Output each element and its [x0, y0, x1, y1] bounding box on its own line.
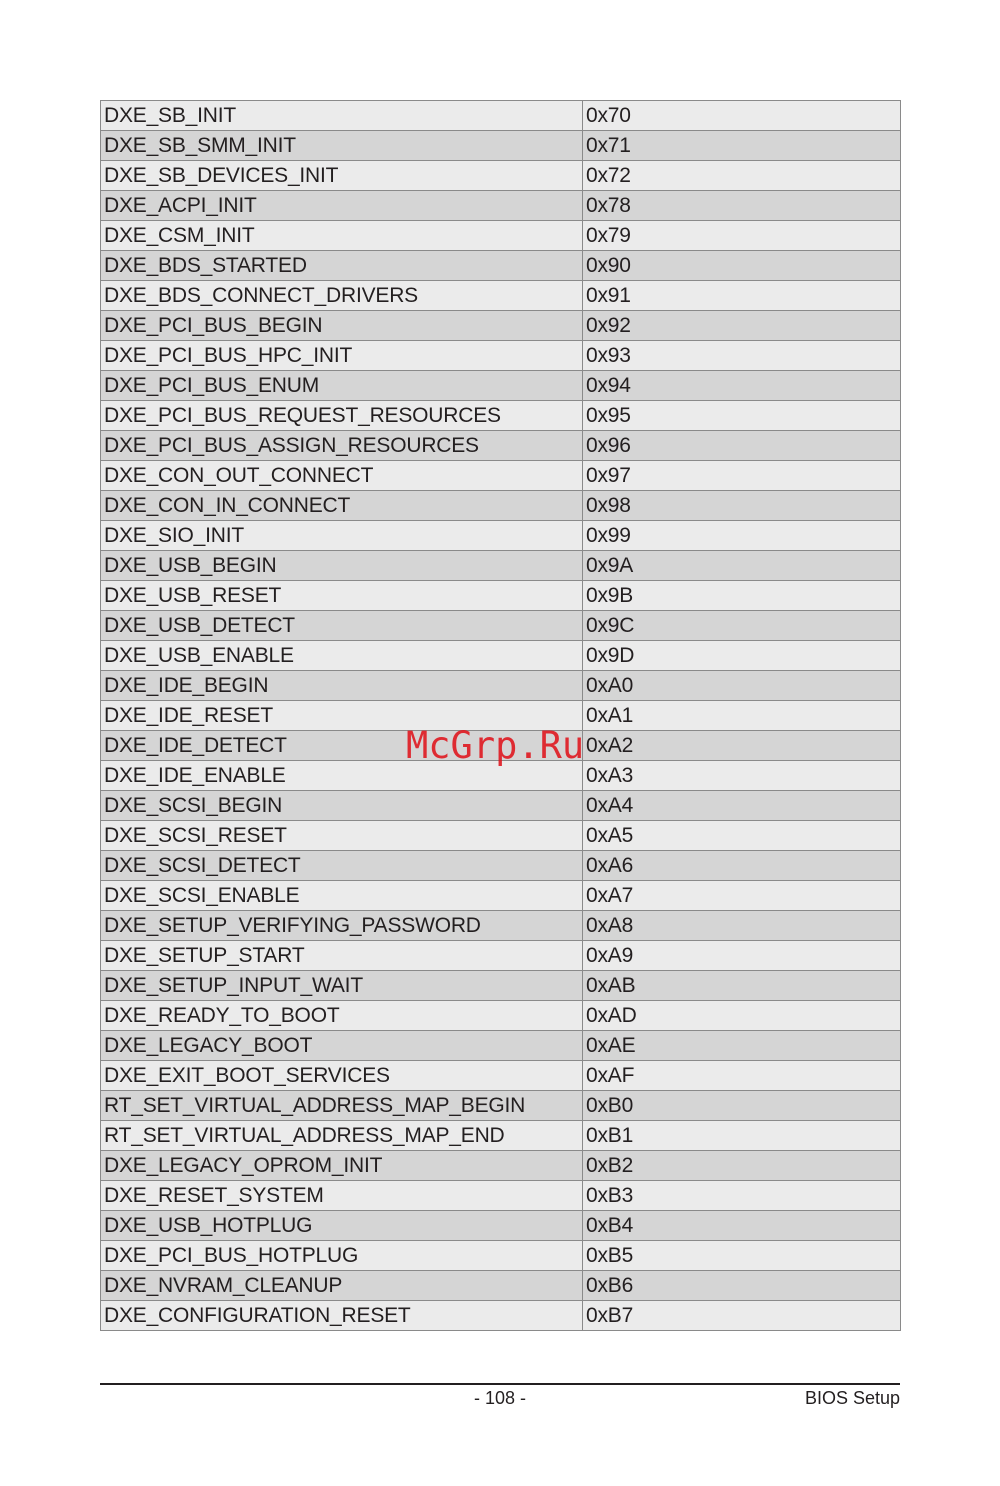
post-code-cell: 0xA4 — [583, 791, 901, 821]
post-code-cell: 0x71 — [583, 131, 901, 161]
checkpoint-name-cell: DXE_CONFIGURATION_RESET — [101, 1301, 583, 1331]
post-code-cell: 0xB2 — [583, 1151, 901, 1181]
post-code-cell: 0xA1 — [583, 701, 901, 731]
table-row — [101, 1271, 901, 1301]
post-code-cell: 0xA0 — [583, 671, 901, 701]
post-code-cell: 0xB5 — [583, 1241, 901, 1271]
post-code-table — [100, 100, 901, 1331]
checkpoint-name-cell: DXE_USB_ENABLE — [101, 641, 583, 671]
post-code-cell: 0xB0 — [583, 1091, 901, 1121]
post-code-cell: 0x9C — [583, 611, 901, 641]
checkpoint-name-cell: DXE_SCSI_ENABLE — [101, 881, 583, 911]
checkpoint-name-cell: DXE_IDE_ENABLE — [101, 761, 583, 791]
post-code-cell: 0xAE — [583, 1031, 901, 1061]
watermark: McGrp.Ru — [406, 724, 585, 767]
table-row — [101, 1241, 901, 1271]
post-code-cell: 0x9D — [583, 641, 901, 671]
footer-rule — [100, 1383, 900, 1385]
table-row — [101, 251, 901, 281]
checkpoint-name-cell: DXE_IDE_DETECT — [101, 731, 583, 761]
section-title: BIOS Setup — [804, 1388, 900, 1408]
checkpoint-name-cell: DXE_PCI_BUS_ASSIGN_RESOURCES — [101, 431, 583, 461]
checkpoint-name-cell: DXE_SETUP_START — [101, 941, 583, 971]
post-code-cell: 0x93 — [583, 341, 901, 371]
checkpoint-name-cell: DXE_SETUP_INPUT_WAIT — [101, 971, 583, 1001]
post-code-cell: 0xB7 — [583, 1301, 901, 1331]
checkpoint-name-cell: DXE_USB_BEGIN — [101, 551, 583, 581]
post-code-cell: 0xB4 — [583, 1211, 901, 1241]
table-row — [101, 791, 901, 821]
table-row — [101, 461, 901, 491]
checkpoint-name-cell: DXE_CON_IN_CONNECT — [101, 491, 583, 521]
table-row — [101, 1181, 901, 1211]
post-code-cell: 0x9B — [583, 581, 901, 611]
table-row — [101, 341, 901, 371]
table-row — [101, 1091, 901, 1121]
post-code-cell: 0xA5 — [583, 821, 901, 851]
post-code-cell: 0x78 — [583, 191, 901, 221]
post-code-cell: 0xA3 — [583, 761, 901, 791]
table-row — [101, 1001, 901, 1031]
table-row — [101, 1211, 901, 1241]
page-number: - 108 - — [473, 1388, 527, 1408]
post-code-cell: 0xB1 — [583, 1121, 901, 1151]
table-row — [101, 401, 901, 431]
checkpoint-name-cell: RT_SET_VIRTUAL_ADDRESS_MAP_END — [101, 1121, 583, 1151]
table-row — [101, 671, 901, 701]
post-code-cell: 0x92 — [583, 311, 901, 341]
checkpoint-name-cell: DXE_ACPI_INIT — [101, 191, 583, 221]
post-code-cell: 0x98 — [583, 491, 901, 521]
post-code-cell: 0x79 — [583, 221, 901, 251]
checkpoint-name-cell: DXE_SB_DEVICES_INIT — [101, 161, 583, 191]
table-row — [101, 611, 901, 641]
checkpoint-name-cell: DXE_CON_OUT_CONNECT — [101, 461, 583, 491]
post-code-cell: 0x9A — [583, 551, 901, 581]
checkpoint-name-cell: DXE_READY_TO_BOOT — [101, 1001, 583, 1031]
post-code-cell: 0x94 — [583, 371, 901, 401]
post-code-cell: 0xA7 — [583, 881, 901, 911]
table-row — [101, 161, 901, 191]
checkpoint-name-cell: DXE_PCI_BUS_REQUEST_RESOURCES — [101, 401, 583, 431]
checkpoint-name-cell: DXE_SETUP_VERIFYING_PASSWORD — [101, 911, 583, 941]
checkpoint-name-cell: DXE_USB_HOTPLUG — [101, 1211, 583, 1241]
table-row — [101, 521, 901, 551]
checkpoint-name-cell: DXE_BDS_CONNECT_DRIVERS — [101, 281, 583, 311]
post-code-cell: 0xA9 — [583, 941, 901, 971]
post-code-cell: 0x99 — [583, 521, 901, 551]
table-row — [101, 311, 901, 341]
table-row — [101, 1151, 901, 1181]
post-code-cell: 0xAD — [583, 1001, 901, 1031]
post-code-cell: 0x97 — [583, 461, 901, 491]
table-row — [101, 941, 901, 971]
checkpoint-name-cell: DXE_RESET_SYSTEM — [101, 1181, 583, 1211]
table-row — [101, 881, 901, 911]
checkpoint-name-cell: DXE_SIO_INIT — [101, 521, 583, 551]
post-code-cell: 0x70 — [583, 101, 901, 131]
checkpoint-name-cell: DXE_SCSI_DETECT — [101, 851, 583, 881]
post-code-cell: 0x90 — [583, 251, 901, 281]
post-code-cell: 0xA8 — [583, 911, 901, 941]
checkpoint-name-cell: DXE_EXIT_BOOT_SERVICES — [101, 1061, 583, 1091]
table-row — [101, 1061, 901, 1091]
checkpoint-name-cell: DXE_BDS_STARTED — [101, 251, 583, 281]
checkpoint-name-cell: DXE_CSM_INIT — [101, 221, 583, 251]
checkpoint-name-cell: RT_SET_VIRTUAL_ADDRESS_MAP_BEGIN — [101, 1091, 583, 1121]
checkpoint-name-cell: DXE_SB_INIT — [101, 101, 583, 131]
checkpoint-name-cell: DXE_LEGACY_BOOT — [101, 1031, 583, 1061]
table-row — [101, 101, 901, 131]
table-row — [101, 581, 901, 611]
table-row — [101, 911, 901, 941]
post-code-cell: 0xB3 — [583, 1181, 901, 1211]
checkpoint-name-cell: DXE_SB_SMM_INIT — [101, 131, 583, 161]
table-row — [101, 281, 901, 311]
post-code-cell: 0x91 — [583, 281, 901, 311]
table-row — [101, 851, 901, 881]
post-code-cell: 0x72 — [583, 161, 901, 191]
table-row — [101, 971, 901, 1001]
post-code-cell: 0x95 — [583, 401, 901, 431]
post-code-cell: 0xB6 — [583, 1271, 901, 1301]
post-code-cell: 0x96 — [583, 431, 901, 461]
checkpoint-name-cell: DXE_SCSI_BEGIN — [101, 791, 583, 821]
checkpoint-name-cell: DXE_USB_RESET — [101, 581, 583, 611]
checkpoint-name-cell: DXE_PCI_BUS_HOTPLUG — [101, 1241, 583, 1271]
table-row — [101, 491, 901, 521]
post-code-cell: 0xAB — [583, 971, 901, 1001]
table-row — [101, 371, 901, 401]
table-row — [101, 221, 901, 251]
post-code-cell: 0xAF — [583, 1061, 901, 1091]
checkpoint-name-cell: DXE_IDE_RESET — [101, 701, 583, 731]
table-row — [101, 641, 901, 671]
table-row — [101, 191, 901, 221]
post-code-cell: 0xA6 — [583, 851, 901, 881]
table-row — [101, 431, 901, 461]
checkpoint-name-cell: DXE_PCI_BUS_ENUM — [101, 371, 583, 401]
table-row — [101, 1301, 901, 1331]
table-row — [101, 551, 901, 581]
post-code-table-body — [101, 101, 901, 1331]
table-row — [101, 821, 901, 851]
checkpoint-name-cell: DXE_NVRAM_CLEANUP — [101, 1271, 583, 1301]
checkpoint-name-cell: DXE_SCSI_RESET — [101, 821, 583, 851]
table-row — [101, 1031, 901, 1061]
checkpoint-name-cell: DXE_LEGACY_OPROM_INIT — [101, 1151, 583, 1181]
table-row — [101, 1121, 901, 1151]
checkpoint-name-cell: DXE_IDE_BEGIN — [101, 671, 583, 701]
checkpoint-name-cell: DXE_PCI_BUS_HPC_INIT — [101, 341, 583, 371]
checkpoint-name-cell: DXE_PCI_BUS_BEGIN — [101, 311, 583, 341]
checkpoint-name-cell: DXE_USB_DETECT — [101, 611, 583, 641]
table-row — [101, 131, 901, 161]
post-code-cell: 0xA2 — [583, 731, 901, 761]
